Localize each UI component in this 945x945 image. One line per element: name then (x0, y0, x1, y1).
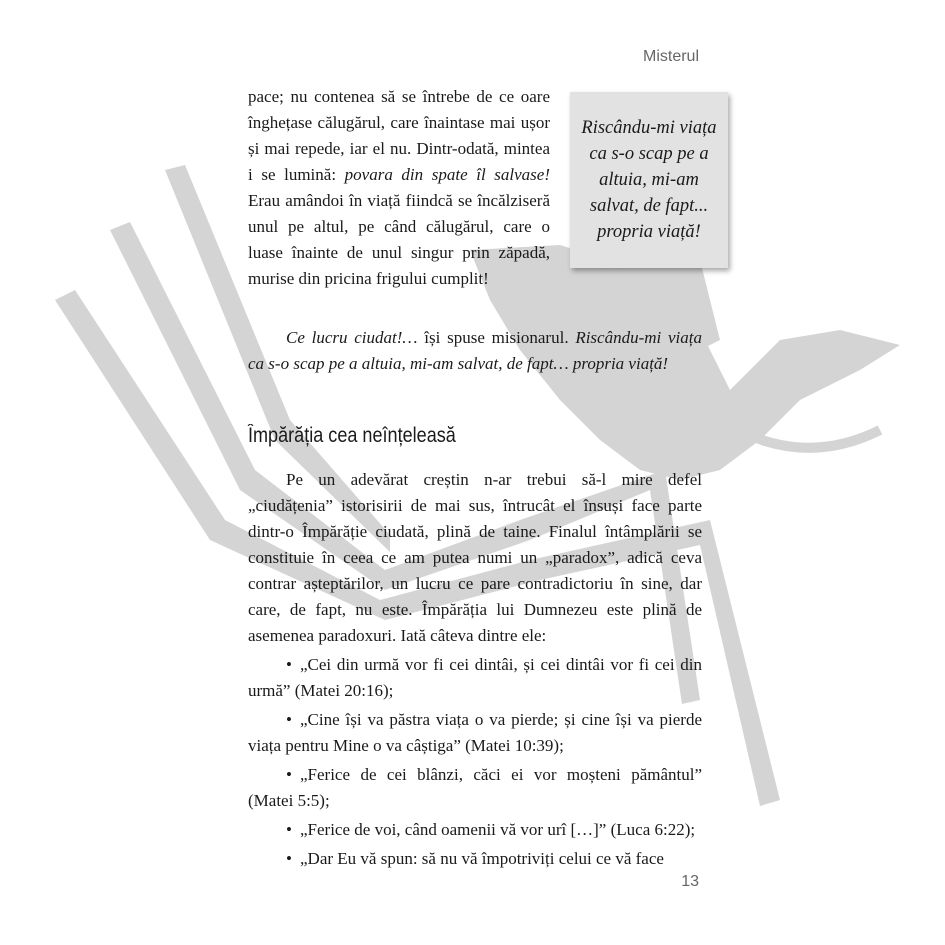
bullet-item-4: • „Ferice de voi, când oamenii vă vor urî […]” (Luca 6:22); (248, 817, 702, 843)
bullet-item-1: • „Cei din urmă vor fi cei dintâi, și cei dintâi vor fi cei din urmă” (Matei 20:16); (248, 652, 702, 704)
continuation-text-1: își spuse misionarul. (417, 328, 576, 347)
narrow-column (248, 84, 550, 292)
bullet-item-5: • „Dar Eu vă spun: să nu vă împotriviți celui ce vă face (248, 846, 702, 872)
continuation-italic-2: Riscându-mi viața ca s-o scap pe a altuia, mi-am salvat, de fapt… propria viață! (248, 328, 702, 373)
column-italic-1: povara din spate îl salvase! (344, 165, 551, 184)
bullet-item-3: • „Ferice de cei blânzi, căci ei vor moșteni pământul” (Matei 5:5); (248, 762, 702, 814)
bullet-icon: • (286, 710, 292, 729)
body-paragraph: Pe un adevărat creștin n-ar trebui să-l mire defel „ciudățenia” istorisirii de mai sus, întrucât el însuși face parte dintr-o Împărăție ciudată, plină de taine. Finalul întâmplării se constituie în ceea ce am putea numi un „paradox”, adică ceva contrar așteptărilor, un lucru ce pare contradictoriu în sine, dar care, de fapt, nu este. Împărăția lui Dumnezeu este plină de asemenea paradoxuri. Iată câteva dintre ele: (248, 470, 702, 645)
bullet-icon: • (286, 820, 292, 839)
pull-quote-box (570, 92, 728, 268)
page-number: 13 (681, 873, 699, 890)
bullet-icon: • (286, 765, 292, 784)
bullet-icon: • (286, 849, 292, 868)
section-heading: Împărăția cea neînțeleasă (248, 424, 456, 447)
pull-quote-text: Riscându-mi viața ca s-o scap pe a altuia, mi-am salvat, de fapt... propria viață! (581, 118, 717, 242)
bullet-icon: • (286, 655, 292, 674)
running-title: Misterul (642, 48, 699, 65)
continuation-block (248, 325, 702, 377)
body-block (248, 467, 702, 872)
bullet-item-2: • „Cine își va păstra viața o va pierde; și cine își va pierde viața pentru Mine o va câștiga” (Matei 10:39); (248, 707, 702, 759)
continuation-paragraph (248, 325, 702, 377)
column-paragraph (248, 84, 550, 292)
column-text-1: pace; nu contenea să se întrebe de ce oare înghețase călugărul, care înaintase mai ușor și mai repede, iar el nu. Dintr-odată, mintea i se lumină: (248, 87, 550, 184)
column-text-2: Erau amândoi în viață fiindcă se încălziseră unul pe altul, pe când călugărul, care o luase înainte de unul singur prin zăpadă, murise din pricina frigului cumplit! (248, 191, 550, 288)
continuation-italic-1: Ce lucru ciudat!… (286, 328, 418, 347)
